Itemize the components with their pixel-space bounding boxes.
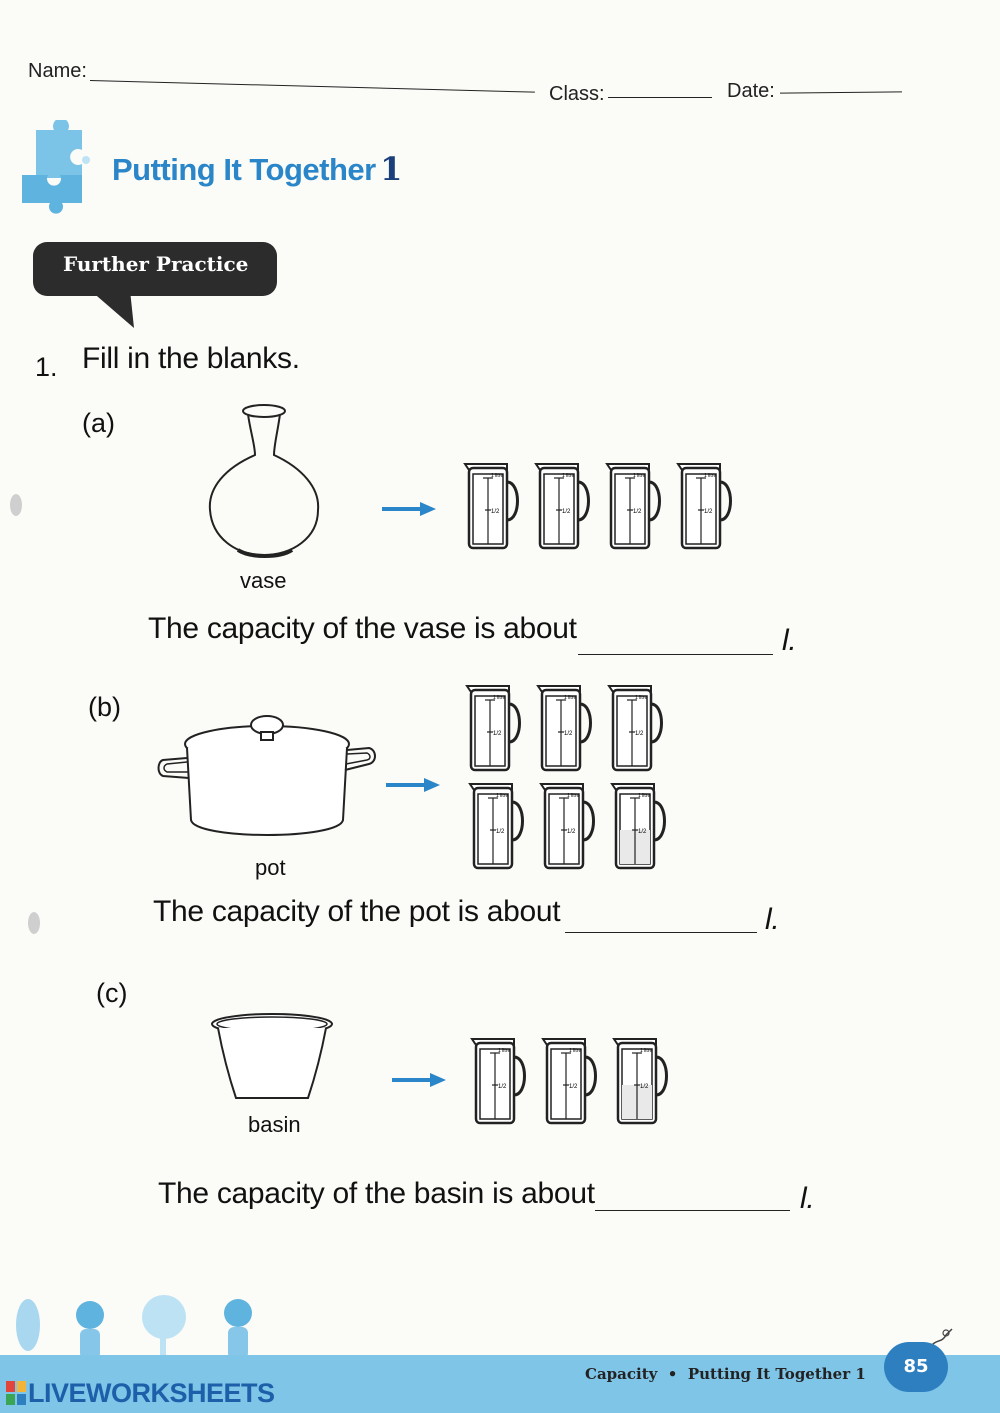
date-field-line[interactable]	[780, 91, 902, 93]
measuring-jug-icon	[465, 682, 523, 774]
svg-text:1 litre: 1 litre	[638, 793, 651, 799]
bubble-tail	[90, 290, 140, 330]
svg-text:1 litre: 1 litre	[569, 1048, 582, 1054]
svg-text:1/2: 1/2	[640, 1084, 649, 1090]
part-label-b: (b)	[88, 692, 121, 722]
measuring-jug-icon	[536, 682, 594, 774]
footer-topic: Capacity	[585, 1365, 658, 1383]
part-label-a: (a)	[82, 408, 115, 438]
title-number: 1	[380, 150, 403, 188]
sentence-c: The capacity of the basin is about	[158, 1177, 595, 1210]
question-number: 1.	[35, 352, 58, 382]
part-label-c: (c)	[96, 978, 128, 1008]
page-number: 85	[884, 1342, 948, 1392]
section-badge-text: Further Practice	[63, 252, 249, 276]
svg-text:1/2: 1/2	[638, 829, 647, 835]
measuring-jug-icon	[534, 460, 592, 552]
svg-text:1/2: 1/2	[635, 731, 644, 737]
class-label: Class:	[549, 83, 605, 105]
svg-text:1/2: 1/2	[564, 731, 573, 737]
sentence-a: The capacity of the vase is about	[148, 612, 577, 645]
svg-text:1 litre: 1 litre	[498, 1048, 511, 1054]
svg-text:1/2: 1/2	[562, 509, 571, 515]
footer-separator: •	[667, 1365, 678, 1383]
measuring-jug-icon	[541, 1035, 599, 1127]
object-caption-vase: vase	[240, 568, 287, 593]
page-title: Putting It Together 1	[112, 150, 403, 188]
svg-text:1 litre: 1 litre	[564, 695, 577, 701]
binding-hole	[28, 912, 40, 934]
pot-image	[155, 710, 380, 855]
svg-text:1/2: 1/2	[493, 731, 502, 737]
sentence-b: The capacity of the pot is about	[153, 895, 561, 928]
vase-image	[200, 400, 330, 565]
answer-blank-c[interactable]	[595, 1210, 790, 1211]
measuring-jug-icon	[612, 1035, 670, 1127]
puzzle-icon	[16, 120, 106, 220]
measuring-jug-icon	[605, 460, 663, 552]
svg-text:1 litre: 1 litre	[491, 473, 504, 479]
arrow-right-icon	[380, 500, 438, 518]
object-caption-basin: basin	[248, 1112, 301, 1137]
svg-text:1/2: 1/2	[498, 1084, 507, 1090]
measuring-jug-icon	[607, 682, 665, 774]
answer-blank-b[interactable]	[565, 932, 757, 933]
svg-text:1 litre: 1 litre	[567, 793, 580, 799]
measuring-jug-icon	[463, 460, 521, 552]
svg-text:1/2: 1/2	[491, 509, 500, 515]
class-field-line[interactable]	[608, 97, 712, 98]
svg-text:1 litre: 1 litre	[496, 793, 509, 799]
unit-c: l.	[800, 1182, 815, 1215]
liveworksheets-watermark: LIVEWORKSHEETS	[6, 1378, 275, 1409]
svg-text:1/2: 1/2	[704, 509, 713, 515]
unit-b: l.	[765, 903, 780, 936]
svg-text:1 litre: 1 litre	[493, 695, 506, 701]
arrow-right-icon	[390, 1071, 448, 1089]
svg-text:1/2: 1/2	[567, 829, 576, 835]
footer-section: Putting It Together 1	[687, 1365, 866, 1383]
question-instruction: Fill in the blanks.	[82, 342, 300, 375]
arrow-right-icon	[384, 776, 442, 794]
answer-blank-a[interactable]	[578, 654, 773, 655]
svg-text:1 litre: 1 litre	[704, 473, 717, 479]
svg-text:1 litre: 1 litre	[640, 1048, 653, 1054]
measuring-jug-icon	[468, 780, 526, 872]
svg-text:1/2: 1/2	[496, 829, 505, 835]
measuring-jug-icon	[610, 780, 668, 872]
svg-text:1 litre: 1 litre	[633, 473, 646, 479]
svg-text:1 litre: 1 litre	[635, 695, 648, 701]
basin-image	[208, 1010, 338, 1110]
object-caption-pot: pot	[255, 855, 286, 880]
measuring-jug-icon	[470, 1035, 528, 1127]
svg-text:1/2: 1/2	[633, 509, 642, 515]
measuring-jug-icon	[676, 460, 734, 552]
liveworksheets-logo-icon	[6, 1381, 26, 1405]
unit-a: l.	[782, 624, 797, 657]
date-label: Date:	[727, 80, 775, 102]
binding-hole	[10, 494, 22, 516]
footer-caption	[585, 1365, 866, 1383]
svg-text:1/2: 1/2	[569, 1084, 578, 1090]
measuring-jug-icon	[539, 780, 597, 872]
name-field-line[interactable]	[90, 80, 535, 93]
name-label: Name:	[28, 60, 87, 82]
svg-text:1 litre: 1 litre	[562, 473, 575, 479]
